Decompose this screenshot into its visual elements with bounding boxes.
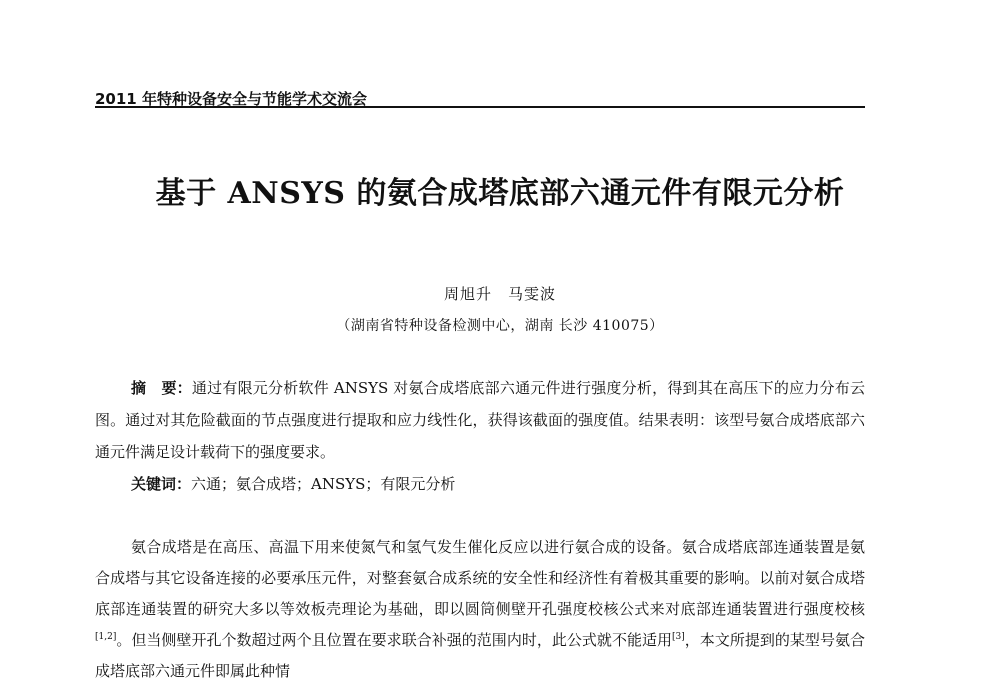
running-head: 2011 年特种设备安全与节能学术交流会 [95,90,367,108]
keywords-label: 关键词： [131,475,192,493]
abstract [95,372,865,468]
header-rule [95,106,865,108]
body-text-2: 。但当侧壁开孔个数超过两个且位置在要求联合补强的范围内时，此公式就不能适用 [116,631,673,649]
keywords-text: 六通；氨合成塔；ANSYS；有限元分析 [191,475,456,493]
citation-1: [1,2] [95,632,117,642]
body-text-1: 氨合成塔是在高压、高温下用来使氮气和氢气发生催化反应以进行氨合成的设备。氨合成塔底部连通装置是氨合成塔与其它设备连接的必要承压元件，对整套氨合成系统的安全性和经济性有着极其重要的影响。以前对氨合成塔底部连通装置的研究大多以等效板壳理论为基础，即以圆筒侧壁开孔强度校核公式来对底部连通装置进行强度校核 [95,538,865,618]
citation-2: [3] [672,632,685,642]
authors: 周旭升 马雯波 [443,285,556,303]
affiliation: （湖南省特种设备检测中心，湖南 长沙 410075） [336,318,664,334]
body-paragraph [95,532,865,687]
keywords [131,473,455,494]
abstract-text: 通过有限元分析软件 ANSYS 对氨合成塔底部六通元件进行强度分析，得到其在高压下的应力分布云图。通过对其危险截面的节点强度进行提取和应力线性化，获得该截面的强度值。结果表明：该型号氨合成塔底部六通元件满足设计载荷下的强度要求。 [95,379,865,461]
body-text-3: ，本文所提到的某型号氨合成塔底部六通元件即属此种情 [95,631,865,680]
abstract-label: 摘 要： [131,379,192,397]
paper-title: 基于 ANSYS 的氨合成塔底部六通元件有限元分析 [155,176,845,211]
